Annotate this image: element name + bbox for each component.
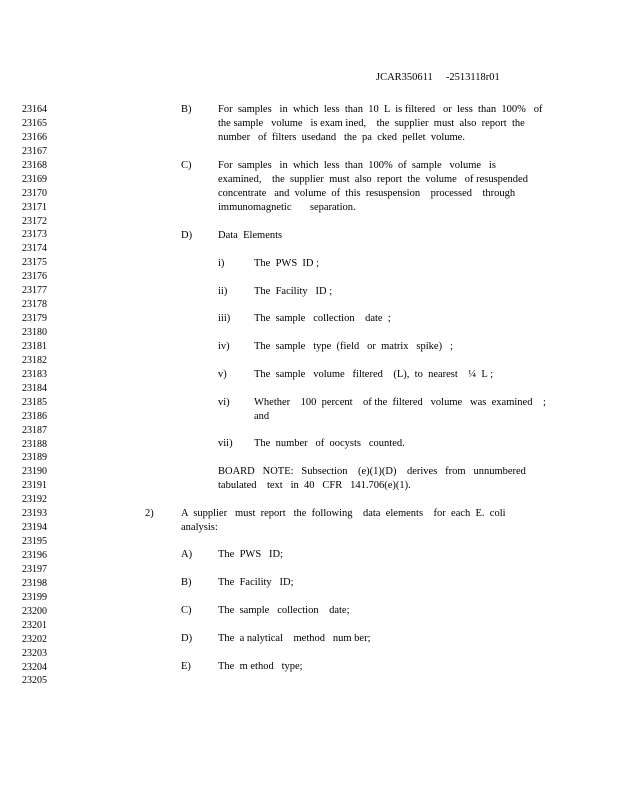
document-code: -2513118r01: [445, 72, 500, 83]
line-number: 23166: [22, 131, 47, 143]
line-number: 23170: [22, 187, 47, 199]
line-number: 23171: [22, 201, 47, 213]
body-text-line: immunomagnetic separation.: [218, 202, 356, 213]
line-number: 23191: [22, 480, 47, 492]
body-text-line: The Facility ID;: [218, 577, 294, 588]
body-text-line: The PWS ID;: [218, 549, 284, 560]
item-marker: vi): [218, 397, 230, 408]
body-text-line: number of filters usedand the pa cked pellet volume.: [218, 132, 465, 143]
line-number: 23176: [22, 271, 47, 283]
body-text-line: The sample type (field or matrix spike) ;: [254, 341, 453, 352]
item-marker: D): [181, 230, 193, 241]
line-number: 23205: [22, 675, 47, 687]
body-text-line: The a nalytical method num ber;: [218, 633, 371, 644]
line-number: 23186: [22, 410, 47, 422]
item-marker: C): [181, 605, 192, 616]
line-number: 23184: [22, 382, 47, 394]
body-text-line: The m ethod type;: [218, 661, 303, 672]
line-number: 23181: [22, 340, 47, 352]
line-number: 23189: [22, 452, 47, 464]
line-number: 23175: [22, 257, 47, 269]
page-header: [376, 72, 500, 83]
line-number: 23169: [22, 173, 47, 185]
line-number: 23195: [22, 536, 47, 548]
line-number: 23174: [22, 243, 47, 255]
item-marker: 2): [145, 508, 154, 519]
line-number: 23204: [22, 661, 47, 673]
line-number: 23178: [22, 299, 47, 311]
item-marker: iii): [218, 313, 231, 324]
item-marker: E): [181, 661, 191, 672]
line-number: 23187: [22, 424, 47, 436]
line-numbers: [22, 103, 47, 688]
line-number: 23167: [22, 145, 47, 157]
item-marker: D): [181, 633, 193, 644]
item-marker: vii): [218, 438, 233, 449]
line-number: 23180: [22, 327, 47, 338]
body-text-line: The sample volume filtered (L), to nearest ¼ L ;: [254, 369, 493, 380]
line-number: 23203: [22, 647, 47, 659]
body-text-line: examined, the supplier must also report the volume of resuspended: [218, 174, 528, 185]
line-number: 23197: [22, 563, 47, 575]
body-text-line: The Facility ID ;: [254, 286, 333, 297]
line-number: 23185: [22, 396, 47, 408]
body-text-line: The PWS ID ;: [254, 258, 320, 269]
body-text-line: Data Elements: [218, 230, 283, 241]
body-text-line: concentrate and volume of this resuspension processed through: [218, 188, 516, 199]
line-number: 23172: [22, 215, 47, 227]
item-marker: B): [181, 577, 192, 588]
body-text-line: analysis:: [181, 522, 218, 533]
line-number: 23190: [22, 466, 47, 478]
line-number: 23202: [22, 633, 47, 645]
line-number: 23182: [22, 354, 47, 366]
document-id: JCAR350611: [376, 72, 433, 83]
line-number: 23188: [22, 438, 47, 450]
line-number: 23193: [22, 508, 47, 520]
body-text-line: and: [254, 411, 270, 422]
item-marker: A): [181, 549, 193, 560]
board-note-line: tabulated text in 40 CFR 141.706(e)(1).: [218, 480, 411, 491]
line-number: 23200: [22, 605, 47, 617]
line-number: 23194: [22, 522, 47, 534]
line-number: 23201: [22, 619, 47, 631]
board-note-line: BOARD NOTE: Subsection (e)(1)(D) derives from unnumbered: [218, 466, 526, 477]
item-marker: iv): [218, 341, 230, 352]
line-number: 23183: [22, 368, 47, 380]
item-marker: B): [181, 104, 192, 115]
line-number: 23165: [22, 117, 47, 129]
body-text-line: the sample volume is exam ined, the supplier must also report the: [218, 118, 525, 129]
line-number: 23173: [22, 229, 47, 241]
body-text-line: A supplier must report the following data elements for each E. coli: [181, 508, 506, 519]
body-text-line: Whether 100 percent of the filtered volume was examined ;: [254, 397, 546, 408]
body-text-line: The number of oocysts counted.: [254, 438, 405, 449]
line-number: 23192: [22, 494, 47, 506]
line-number: 23177: [22, 285, 47, 297]
item-marker: v): [218, 369, 227, 380]
line-number: 23196: [22, 550, 47, 561]
line-number: 23199: [22, 591, 47, 603]
item-marker: C): [181, 160, 192, 171]
line-number: 23198: [22, 577, 47, 589]
line-number: 23164: [22, 104, 47, 115]
line-number: 23179: [22, 313, 47, 325]
body-text-line: The sample collection date;: [218, 605, 350, 616]
body-text-line: For samples in which less than 10 L is filtered or less than 100% of: [218, 104, 543, 115]
line-number: 23168: [22, 159, 47, 171]
item-marker: i): [218, 258, 225, 269]
body-text-line: The sample collection date ;: [254, 313, 391, 324]
body-text-line: For samples in which less than 100% of sample volume is: [218, 160, 496, 171]
item-marker: ii): [218, 286, 228, 297]
